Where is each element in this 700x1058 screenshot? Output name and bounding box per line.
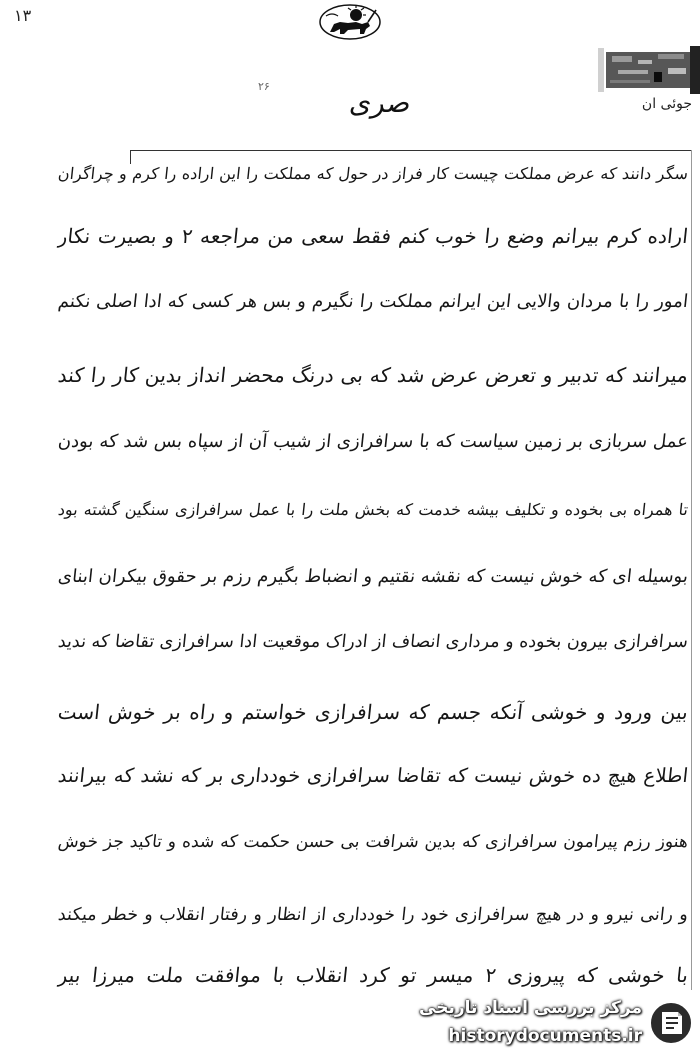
document-line: سرافرازی بیرون بخوده و مرداری انصاف از ادراک موقعیت ادا سرافرازی تقاضا که ندید bbox=[56, 632, 690, 652]
document-line: بین ورود و خوشی آنکه جسم که سرافرازی خواستم و راه بر خوش است bbox=[56, 700, 690, 724]
document-line: میرانند که تدبیر و تعرض عرض شد که بی درنگ محضر انداز بدین کار را کند bbox=[56, 363, 690, 387]
document-line: هنوز رزم پیرامون سرافرازی که بدین شرافت بی حسن حکمت که شده و تاکید جز خوش bbox=[56, 832, 690, 852]
document-line: و رانی نیرو و در هیچ سرافرازی خود را خودداری از انظار و رفتار انقلاب و خطر میکند bbox=[56, 905, 690, 925]
frame-top-line bbox=[130, 150, 692, 151]
header-number: ۲۶ bbox=[258, 80, 270, 93]
header-reference: جوئی ان bbox=[641, 96, 692, 112]
watermark-org-name: مرکز بررسی اسناد تاریخی bbox=[419, 998, 642, 1018]
document-line: تا همراه بی بخوده و تکلیف بیشه خدمت که بخش ملت را با عمل سرافرازی سنگین گشته بود bbox=[57, 500, 690, 519]
frame-right-line bbox=[691, 150, 692, 990]
document-line: عمل سربازی بر زمین سیاست که با سرافرازی از شیب آن از سپاه بس شد که بودن bbox=[56, 431, 690, 452]
page-number: ۱۳ bbox=[14, 6, 32, 25]
watermark bbox=[404, 996, 694, 1054]
document-line: اطلاع هیچ ده خوش نیست که تقاضا سرافرازی خودداری بر که نشد که بیرانند bbox=[56, 764, 690, 787]
document-line: بوسیله ای که خوش نیست که نقشه نقتیم و انضباط بگیرم رزم بر حقوق بیکران ابنای bbox=[56, 566, 690, 587]
document-title: صری bbox=[347, 86, 414, 119]
lion-and-sun-emblem bbox=[318, 2, 382, 44]
watermark-site: historydocuments.ir bbox=[448, 1026, 642, 1046]
document-line: اراده کرم بیرانم وضع را خوب کنم فقط سعی من مراجعه ۲ و بصیرت نکار bbox=[56, 224, 690, 248]
document-line: امور را با مردان والایی این ایرانم مملکت را نگیرم و بس هر کسی که ادا اصلی نکنم bbox=[56, 291, 690, 312]
stamp-mark bbox=[598, 46, 700, 96]
document-line: سگر دانند که عرض مملکت چیست کار فراز در حول که مملکت را این اراده را کرم و چراگران bbox=[57, 164, 690, 183]
document-line: با خوشی که پیروزی ۲ میسر تو کرد انقلاب با موافقت ملت میرزا بیر bbox=[56, 963, 690, 987]
archive-logo-icon bbox=[648, 1000, 694, 1046]
